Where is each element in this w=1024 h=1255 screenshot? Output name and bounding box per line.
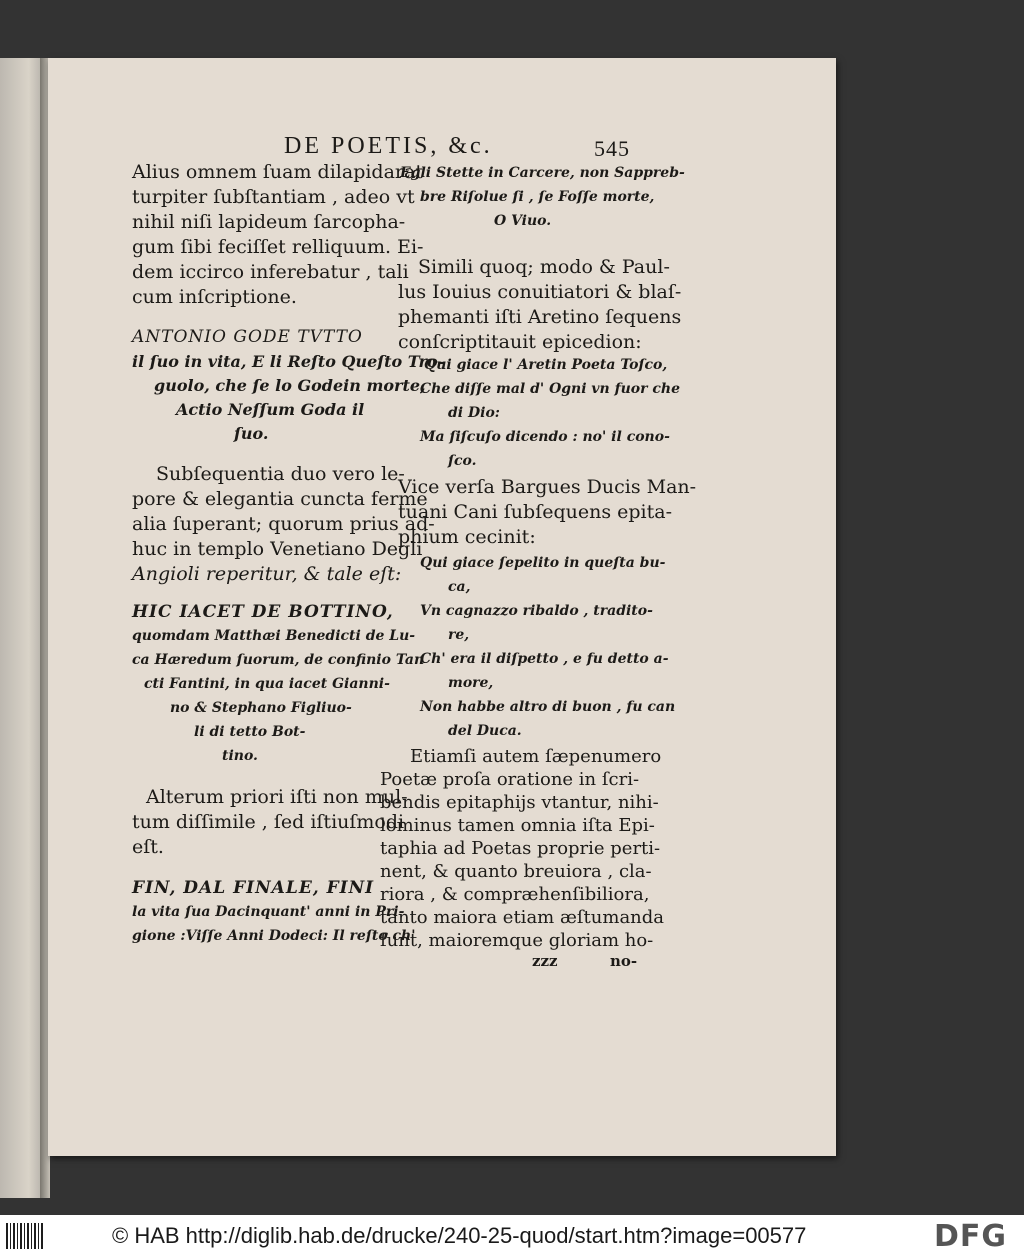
epitaph-line: more, bbox=[448, 675, 494, 691]
footer-bar bbox=[0, 1215, 1024, 1255]
text-line: Subſequentia duo vero le- bbox=[156, 463, 405, 485]
epitaph-line: Non habbe altro di buon , fu can bbox=[420, 699, 676, 715]
epitaph-line: la vita ſua Dacinquant' anni in Pri- bbox=[132, 904, 405, 920]
catchword: no- bbox=[610, 952, 638, 970]
epitaph-line: di Dio: bbox=[448, 405, 500, 421]
epitaph-line: quomdam Matthæi Benedicti de Lu- bbox=[132, 628, 416, 644]
epitaph-line: Ch' era il diſpetto , e fu detto a- bbox=[420, 651, 669, 667]
text-line: alia ſuperant; quorum prius ad- bbox=[132, 513, 435, 535]
epitaph-line: Qui giace l' Aretin Poeta Toſco, bbox=[424, 357, 668, 373]
text-line: phemanti iſti Aretino ſequens bbox=[398, 306, 682, 328]
text-line: lominus tamen omnia iſta Epi- bbox=[380, 815, 655, 836]
copyright-link[interactable]: © HAB http://diglib.hab.de/drucke/240-25-quod/start.htm?image=00577 bbox=[112, 1223, 807, 1248]
signature-mark: zzz bbox=[532, 952, 558, 970]
epitaph-line: ca, bbox=[448, 579, 471, 595]
book-page bbox=[48, 58, 836, 1156]
epitaph-line: Actio Neſſum Goda il bbox=[176, 400, 365, 419]
epitaph-line: ſuo. bbox=[234, 424, 269, 443]
text-line: conſcriptitauit epicedion: bbox=[398, 331, 642, 353]
epitaph-line: ſco. bbox=[448, 453, 477, 469]
text-line: huc in templo Venetiano Degli bbox=[132, 538, 423, 560]
text-line: cum inſcriptione. bbox=[132, 286, 297, 308]
text-line: riora , & compræhenſibiliora, bbox=[380, 884, 650, 905]
text-line: phium cecinit: bbox=[398, 526, 536, 548]
text-line: ſunt, maioremque gloriam ho- bbox=[380, 930, 654, 951]
epitaph-line: ca Hæredum ſuorum, de confinio Tan bbox=[132, 652, 425, 668]
text-line: Alterum priori iſti non mul- bbox=[146, 786, 408, 808]
text-line: nent, & quanto breuiora , cla- bbox=[380, 861, 652, 882]
page-number: 545 bbox=[594, 136, 630, 161]
text-line: turpiter ſubſtantiam , adeo vt bbox=[132, 186, 415, 208]
text-line: Etiamſi autem ſæpenumero bbox=[410, 746, 662, 767]
barcode-icon bbox=[6, 1223, 44, 1249]
epitaph-line: tino. bbox=[222, 748, 258, 764]
text-line: tanto maiora etiam æſtumanda bbox=[380, 907, 665, 928]
epitaph-line: Qui giace ſepelito in queſta bu- bbox=[420, 555, 666, 571]
epitaph-line: li di tetto Bot- bbox=[194, 724, 306, 740]
text-line: Poetæ proſa oratione in ſcri- bbox=[380, 769, 640, 790]
text-line: pore & elegantia cuncta ferme bbox=[132, 488, 428, 510]
text-line: tum diſſimile , ſed iſtiuſmodi bbox=[132, 811, 405, 833]
text-line: tuani Cani ſubſequens epita- bbox=[398, 501, 673, 523]
epitaph-line: Che diſſe mal d' Ogni vn fuor che bbox=[420, 381, 681, 397]
running-head: DE POETIS, &c. bbox=[284, 133, 493, 159]
epitaph-line: bre Riſolue ſi , ſe Foſſe morte, bbox=[420, 189, 655, 205]
text-line: Angioli reperitur, & tale eſt: bbox=[132, 563, 402, 585]
epitaph-line: no & Stephano Figliuo- bbox=[170, 700, 352, 716]
dfg-logo: DFG bbox=[934, 1219, 1008, 1254]
epitaph-line: re, bbox=[448, 627, 470, 643]
epitaph-line: del Duca. bbox=[448, 723, 522, 739]
epitaph-line: O Viuo. bbox=[494, 213, 552, 229]
text-line: Simili quoq; modo & Paul- bbox=[418, 256, 670, 278]
text-line: lus Iouius conuitiatori & blaſ- bbox=[398, 281, 682, 303]
text-line: Alius omnem ſuam dilapidarat bbox=[132, 161, 423, 183]
epitaph-line: HIC IACET DE BOTTINO, bbox=[132, 602, 394, 622]
epitaph-line: FIN, DAL FINALE, FINI bbox=[132, 878, 375, 898]
text-line: dem iccirco inferebatur , tali bbox=[132, 261, 409, 283]
epitaph-line: il ſuo in vita, E li Reſto Queſto Tro- bbox=[132, 352, 445, 371]
text-line: gum ſibi feciſſet relliquum. Ei- bbox=[132, 236, 424, 258]
epitaph-line: Vn cagnazzo ribaldo , tradito- bbox=[420, 603, 653, 619]
epitaph-line: cti Fantini, in qua iacet Gianni- bbox=[144, 676, 390, 692]
text-line: eſt. bbox=[132, 836, 164, 858]
text-line: Vice verſa Bargues Ducis Man- bbox=[398, 476, 697, 498]
epitaph-line: guolo, che ſe lo Godein morte, bbox=[154, 376, 426, 395]
text-line: taphia ad Poetas proprie perti- bbox=[380, 838, 661, 859]
text-line: nihil niſi lapideum ſarcopha- bbox=[132, 211, 406, 233]
epitaph-line: gione :Viſſe Anni Dodeci: Il reſto ch' bbox=[132, 928, 416, 944]
epitaph-line: ANTONIO GODE TVTTO bbox=[132, 327, 363, 347]
text-line: bendis epitaphijs vtantur, nihi- bbox=[380, 792, 659, 813]
epitaph-line: Egli Stette in Carcere, non Sappreb- bbox=[400, 165, 685, 181]
epitaph-line: Ma ſiſcuſo dicendo : no' il cono- bbox=[420, 429, 670, 445]
